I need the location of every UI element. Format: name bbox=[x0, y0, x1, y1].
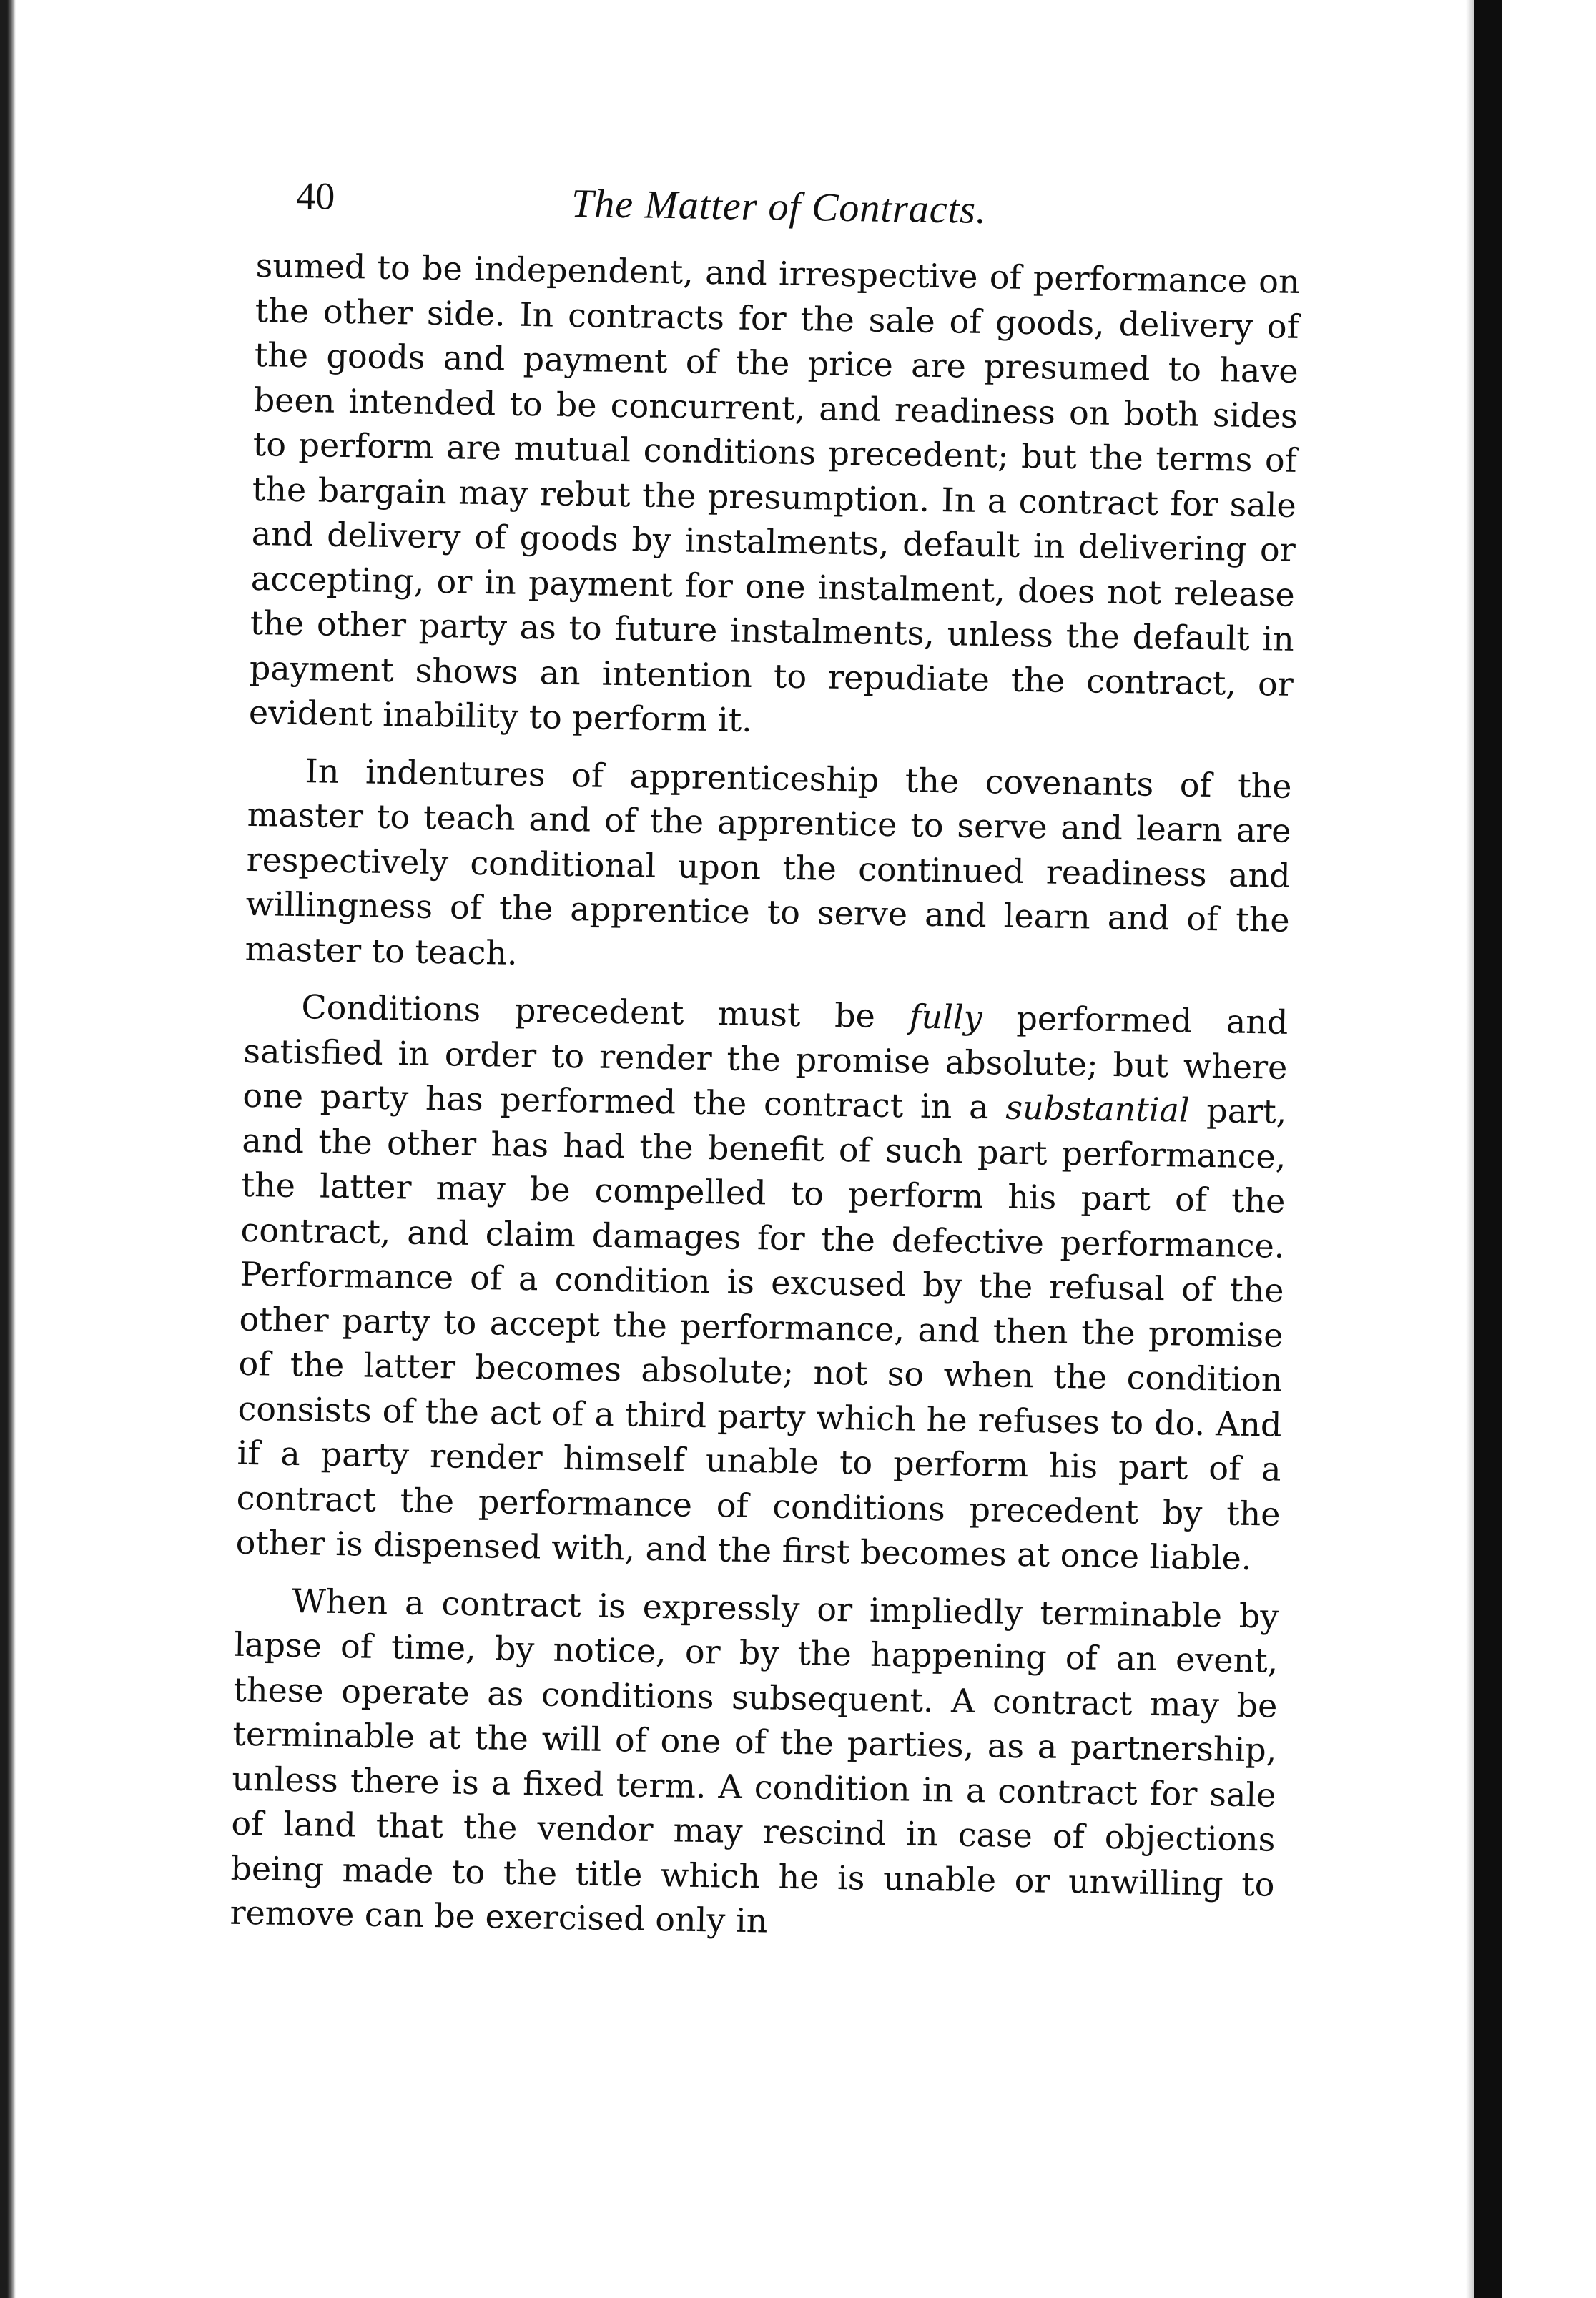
running-title: The Matter of Contracts. bbox=[571, 181, 987, 233]
paragraph-1: sumed to be independent, and irrespective of performance on the other side. In contracts for the sale of goods, delivery of the goods and payment of the price are presumed to have been intended to be concurrent, and readiness on both sides to perform are mutual conditions precedent; but the terms of the bargain may rebut the presumption. In a contract for sale and delivery of goods by instalments, default in delivering or accepting, or in payment for one instalment, does not release the other party as to future instalments, unless the default in payment shows an intention to repudiate the contract, or evident inability to perform it. bbox=[248, 245, 1301, 739]
page-header bbox=[256, 164, 1301, 260]
book-binding-edge bbox=[0, 0, 16, 2298]
paragraph-3-part-1: Conditions precedent must be bbox=[301, 987, 910, 1036]
paragraph-4: When a contract is expressly or impliedly terminable by lapse of time, by notice, or by the happening of an event, these operate as conditions subsequent. A contract may be terminable at the will of one of the parties, as a partnership, unless there is a fixed term. A condition in a contract for sale of land that the vendor may rescind in case of objections being made to the title which he is unable or unwilling to remove can be exercised only in bbox=[230, 1581, 1279, 1941]
page-edge-shadow bbox=[1466, 0, 1474, 2298]
paragraph-3 bbox=[235, 984, 1289, 1581]
page-number: 40 bbox=[295, 174, 335, 218]
paragraph-3-part-2: performed and satisfied in order to render the promise absolute; but where one party has performed the contract in a bbox=[242, 998, 1289, 1127]
book-gutter-bar bbox=[1474, 0, 1502, 2298]
paragraph-2: In indentures of apprenticeship the covenants of the master to teach and of the apprentice to serve and learn are respectively conditional upon the continued readiness and willingness of the apprentice to serve and learn and of the master to teach. bbox=[245, 751, 1292, 972]
emphasis-fully: fully bbox=[909, 997, 983, 1037]
body-text bbox=[230, 243, 1300, 1951]
emphasis-substantial: substantial bbox=[1005, 1088, 1191, 1130]
adjacent-page-margin bbox=[1502, 0, 1596, 2298]
book-page bbox=[230, 164, 1301, 1964]
paragraph-3-part-3: part, and the other has had the benefit of such part performance, the latter may be compelled to perform his part of the contract, and claim damages for the defective performance. Performance of a condition is excused by the refusal of the other party to accept the performance, and then the promise of the latter becomes absolute; not so when the condition consists of the act of a third party which he refuses to do. And if a party render himself unable to perform his part of a contract the performance of conditions precedent by the other is dispensed with, and the first becomes at once liable. bbox=[235, 1090, 1287, 1578]
